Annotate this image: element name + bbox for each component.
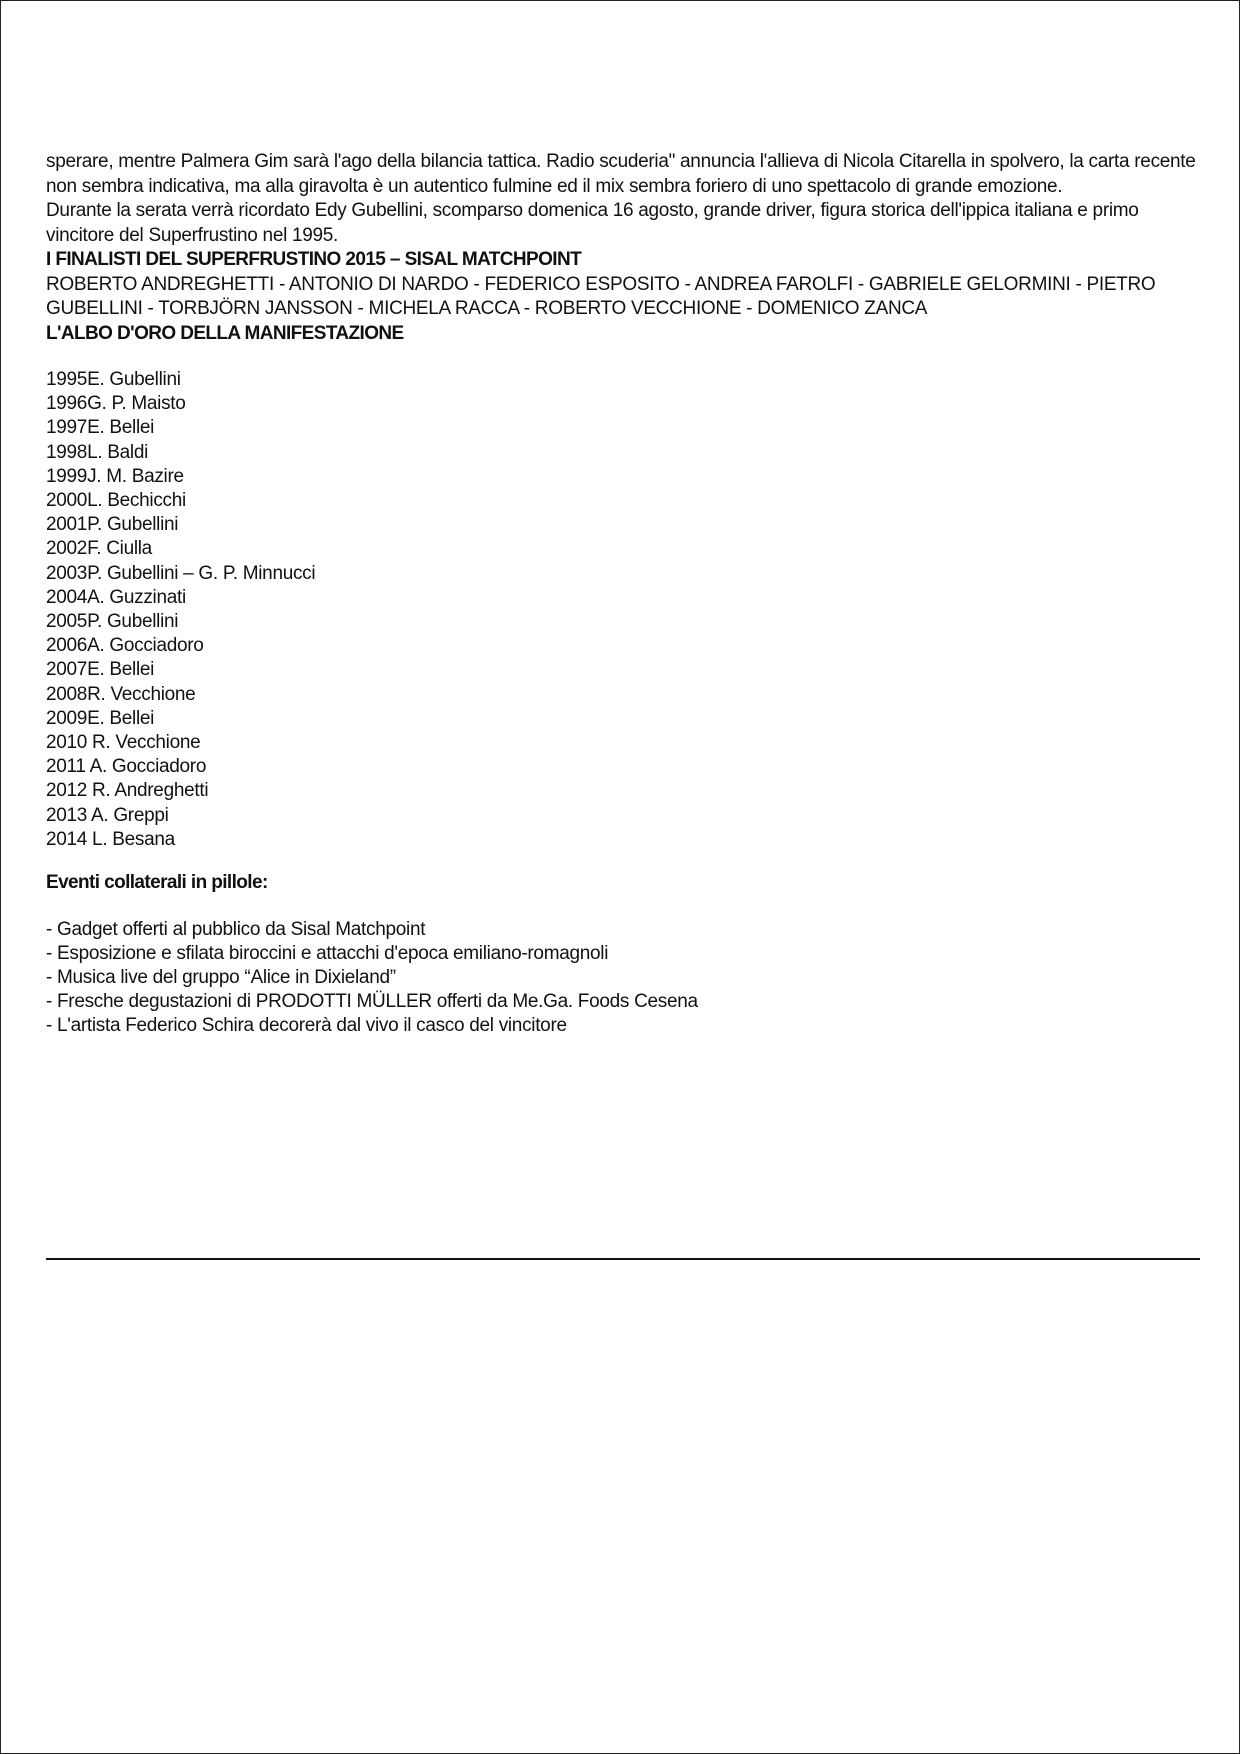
albo-doro-entry: 2010 R. Vecchione xyxy=(46,732,201,754)
albo-doro-entry: 2008R. Vecchione xyxy=(46,683,196,705)
albo-doro-entry: 2011 A. Gocciadoro xyxy=(46,756,207,778)
finalists-heading: I FINALISTI DEL SUPERFRUSTINO 2015 – SISAL MATCHPOINT xyxy=(46,249,582,270)
albo-doro-entry: 2014 L. Besana xyxy=(46,828,175,850)
document-body xyxy=(46,150,1200,1058)
albo-doro-entry: 2012 R. Andreghetti xyxy=(46,780,209,802)
eventi-item: - L'artista Federico Schira decorerà dal vivo il casco del vincitore xyxy=(46,1015,567,1037)
intro-paragraph: sperare, mentre Palmera Gim sarà l'ago della bilancia tattica. Radio scuderia" annuncia l'allieva di Nicola Citarella in spolvero, la carta recente non sembra indicativa, ma alla giravolta è un autentico fulmine ed il mix sembra foriero di uno spettacolo di grande emozione. xyxy=(46,151,1196,197)
memorial-paragraph: Durante la serata verrà ricordato Edy Gubellini, scomparso domenica 16 agosto, grande driver, figura storica dell'ippica italiana e primo vincitore del Superfrustino nel 1995. xyxy=(46,200,1139,246)
eventi-heading: Eventi collaterali in pillole: xyxy=(46,872,268,894)
eventi-item: - Musica live del gruppo “Alice in Dixieland” xyxy=(46,966,396,988)
albo-doro-entry: 1998L. Baldi xyxy=(46,441,149,463)
eventi-item: - Esposizione e sfilata biroccini e attacchi d'epoca emiliano-romagnoli xyxy=(46,942,609,964)
eventi-list xyxy=(46,918,1200,1039)
albo-doro-entry: 1997E. Bellei xyxy=(46,417,155,439)
albo-doro-entry: 2002F. Ciulla xyxy=(46,538,152,560)
eventi-item: - Fresche degustazioni di PRODOTTI MÜLLER offerti da Me.Ga. Foods Cesena xyxy=(46,991,698,1013)
albo-doro-entry: 1996G. P. Maisto xyxy=(46,393,186,415)
albo-doro-list xyxy=(46,368,1200,852)
albo-doro-entry: 1995E. Gubellini xyxy=(46,369,181,390)
eventi-item: - Gadget offerti al pubblico da Sisal Matchpoint xyxy=(46,918,426,940)
albo-doro-entry: 2006A. Gocciadoro xyxy=(46,635,204,657)
finalists-names: ROBERTO ANDREGHETTI - ANTONIO DI NARDO - FEDERICO ESPOSITO - ANDREA FAROLFI - GABRIELE GELORMINI - PIETRO GUBELLINI - TORBJÖRN JANSSON - MICHELA RACCA - ROBERTO VECCHIONE - DOMENICO ZANCA xyxy=(46,273,1156,319)
albo-doro-entry: 2001P. Gubellini xyxy=(46,514,179,536)
albo-doro-entry: 2005P. Gubellini xyxy=(46,611,179,633)
albo-doro-entry: 2009E. Bellei xyxy=(46,707,155,729)
albo-doro-entry: 2004A. Guzzinati xyxy=(46,586,186,608)
albo-doro-heading: L'ALBO D'ORO DELLA MANIFESTAZIONE xyxy=(46,322,404,344)
albo-doro-entry: 2007E. Bellei xyxy=(46,659,155,681)
bottom-rule xyxy=(46,1258,1200,1260)
albo-doro-entry: 2013 A. Greppi xyxy=(46,804,169,826)
albo-doro-entry: 1999J. M. Bazire xyxy=(46,465,184,487)
albo-doro-entry: 2003P. Gubellini – G. P. Minnucci xyxy=(46,562,316,584)
albo-doro-entry: 2000L. Bechicchi xyxy=(46,490,186,512)
